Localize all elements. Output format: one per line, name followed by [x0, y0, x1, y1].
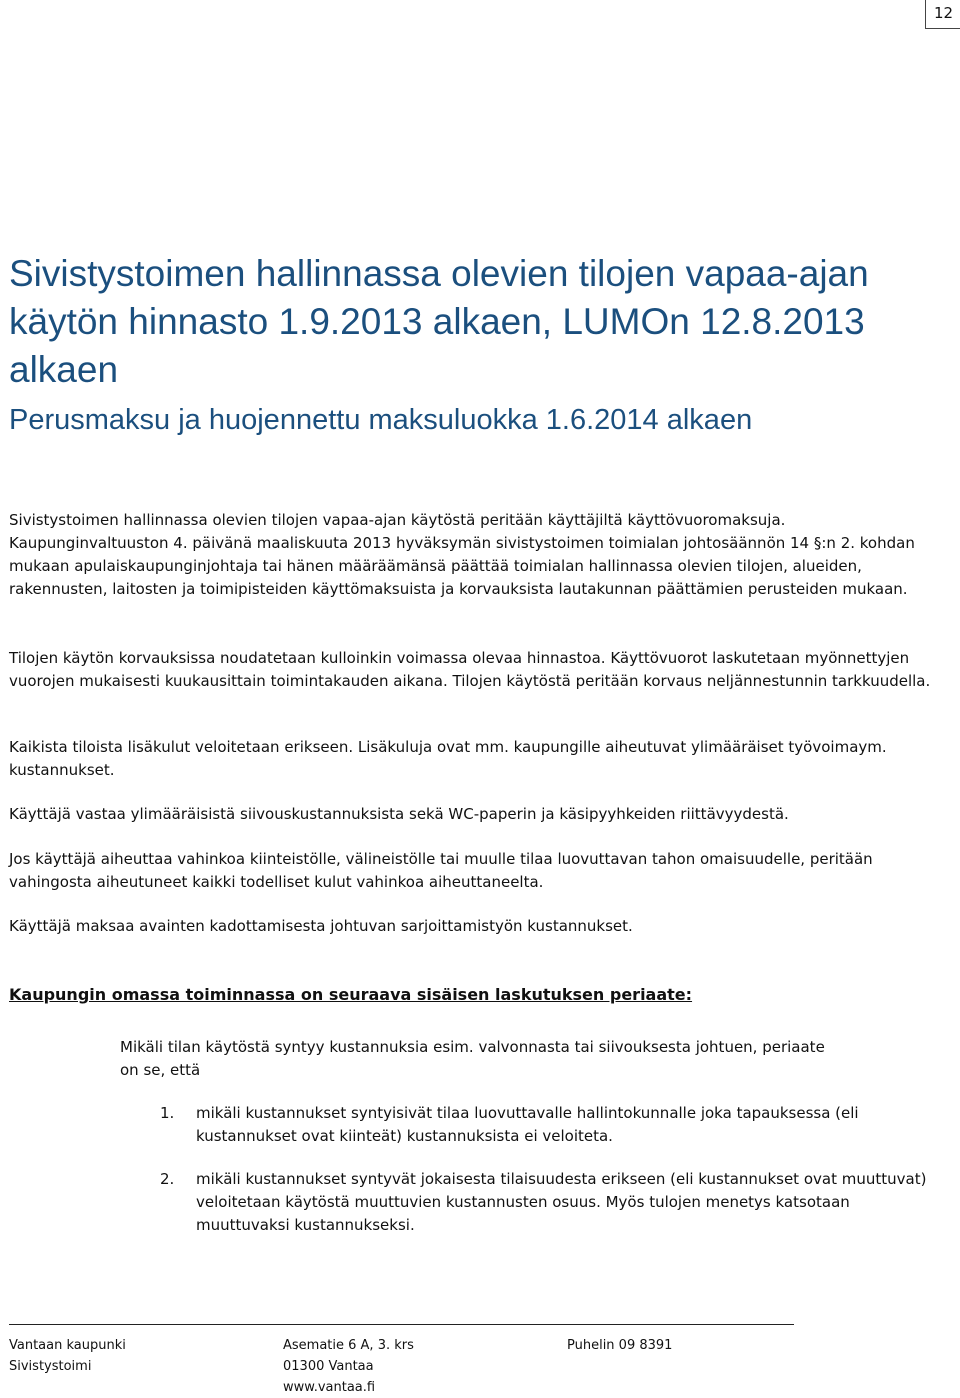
internal-billing-heading: Kaupungin omassa toiminnassa on seuraava sisäisen laskutuksen periaate:	[9, 985, 693, 1004]
list-item-text: mikäli kustannukset syntyvät jokaisesta tilaisuudesta erikseen (eli kustannukset ovat muuttuvat) veloitetaan käytöstä muuttuvien kustannusten osuus. Myös tulojen menetys katsotaan muuttuvaksi kustannukseksi.	[196, 1170, 927, 1234]
page-number: 12	[925, 0, 960, 29]
document-subtitle: Perusmaksu ja huojennettu maksuluokka 1.6.2014 alkaen	[9, 404, 753, 436]
footer-street: Asematie 6 A, 3. krs	[283, 1338, 414, 1353]
list-item	[160, 1168, 950, 1237]
footer-website[interactable]: www.vantaa.fi	[283, 1380, 376, 1395]
paragraph-extra-costs: Kaikista tiloista lisäkulut veloitetaan erikseen. Lisäkuluja ovat mm. kaupungille aiheutuvat ylimääräiset työvoimaym. kustannukset.	[9, 738, 887, 779]
footer-organization: Vantaan kaupunki	[9, 1338, 126, 1353]
paragraph-cleaning: Käyttäjä vastaa ylimääräisistä siivouskustannuksista sekä WC-paperin ja käsipyyhkeiden riittävyydestä.	[9, 805, 789, 823]
document-title: Sivistystoimen hallinnassa olevien tilojen vapaa-ajan käytön hinnasto 1.9.2013 alkaen, LUMOn 12.8.2013 alkaen	[9, 253, 869, 390]
list-item-number: 1.	[160, 1104, 175, 1122]
footer-address-block	[283, 1335, 414, 1398]
list-item-number: 2.	[160, 1170, 175, 1188]
footer-organization-block	[9, 1335, 126, 1377]
paragraph-billing: Tilojen käytön korvauksissa noudatetaan kulloinkin voimassa olevaa hinnastoa. Käyttövuorot laskutetaan myönnettyjen vuorojen mukaisesti kuukausittain toimintakauden aikana. Tilojen käytöstä peritään korvaus neljännestunnin tarkkuudella.	[9, 649, 931, 690]
footer-divider	[9, 1324, 794, 1325]
list-item	[160, 1102, 950, 1148]
footer-department: Sivistystoimi	[9, 1359, 92, 1374]
paragraph-keys: Käyttäjä maksaa avainten kadottamisesta johtuvan sarjoittamistyön kustannukset.	[9, 917, 633, 935]
footer-contact-block	[567, 1335, 672, 1356]
paragraph-fee-basis: Sivistystoimen hallinnassa olevien tilojen vapaa-ajan käytöstä peritään käyttäjiltä käyttövuoromaksuja. Kaupunginvaltuuston 4. päivänä maaliskuuta 2013 hyväksymän sivistystoimen toimialan johtosäännön 14 §:n 2. kohdan mukaan apulaiskaupunginjohtaja tai hänen määräämänsä päättää toimialan hallinnassa olevien tilojen, alueiden, rakennusten, laitosten ja toimipisteiden käyttömaksuista ja korvauksista lautakunnan päättämien perusteiden mukaan.	[9, 511, 915, 598]
footer-phone: Puhelin 09 8391	[567, 1338, 673, 1353]
internal-billing-intro: Mikäli tilan käytöstä syntyy kustannuksia esim. valvonnasta tai siivouksesta johtuen, periaate on se, että	[120, 1038, 825, 1079]
footer-postal: 01300 Vantaa	[283, 1359, 374, 1374]
list-item-text: mikäli kustannukset syntyisivät tilaa luovuttavalle hallintokunnalle joka tapauksessa (eli kustannukset ovat kiinteät) kustannuksista ei veloiteta.	[196, 1104, 859, 1145]
paragraph-damages: Jos käyttäjä aiheuttaa vahinkoa kiinteistölle, välineistölle tai muulle tilaa luovuttavan tahon omaisuudelle, peritään vahingosta aiheutuneet kaikki todelliset kulut vahinkoa aiheuttaneelta.	[9, 850, 873, 891]
